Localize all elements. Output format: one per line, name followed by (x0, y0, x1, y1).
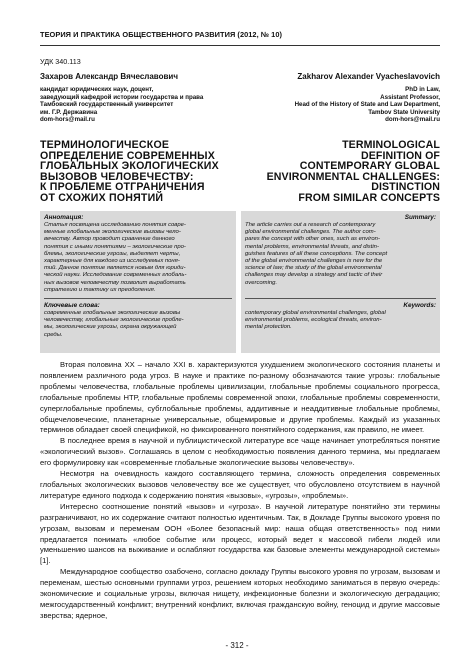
title-line: ВЫЗОВОВ ЧЕЛОВЕЧЕСТВУ: (40, 170, 194, 183)
box-divider (245, 298, 436, 299)
author-affiliation-ru (40, 86, 250, 124)
abstract-line: ческой науки. Исследование современных глобаль- (44, 272, 187, 279)
body-paragraph: В последнее время в научной и публицистической литературе все чаще начинает употребляться понятие «экологический вызов». Соглашаясь в целом с необходимостью появления данного термина, мы предлагаем его формулировку как «современные глобальные экологические вызовы человечеству». (40, 436, 440, 468)
title-line: К ПРОБЛЕМЕ ОТГРАНИЧЕНИЯ (40, 181, 205, 194)
title-line: ОПРЕДЕЛЕНИЕ СОВРЕМЕННЫХ (40, 149, 216, 162)
box-divider (44, 298, 232, 299)
keywords-label-en: Keywords: (403, 301, 436, 309)
keywords-line: мы, экологические угрозы, охрана окружающей (44, 324, 177, 331)
title-line: DEFINITION OF (361, 149, 440, 162)
keywords-line: человечеству, глобальные экологические пробле- (44, 317, 184, 324)
abstract-text-en (245, 222, 436, 287)
title-line: ТЕРМИНОЛОГИЧЕСКОЕ (40, 139, 170, 151)
title-line: ГЛОБАЛЬНЫХ ЭКОЛОГИЧЕСКИХ (40, 160, 219, 173)
header-divider (40, 45, 440, 46)
abstract-line: менные глобальные экологические вызовы чело- (44, 229, 181, 236)
abstract-line: Статья посвящена исследованию понятия совре- (44, 222, 186, 228)
abstract-line: ных вызовов человечеству позволит выработать (44, 279, 186, 286)
body-paragraph: Вторая половина XX – начало XXI в. характеризуются ухудшением экологического состояния планеты и появлением различного рода угроз. В науке и практике по-разному обозначаются такие угрозы: глобальные проблемы человечества, глобальные проблемы цивилизации, глобальные проблемы социального прогресса, глобальные проблемы НТР, глобальные проблемы современной эпохи, глобальные проблемы современности, суперглобальные проблемы, субглобальные проблемы, аддитивные и неаддитивные глобальные проблемы, общечеловеческие, планетарные универсальные, общемировые и другие проблемы. Каждый из указанных терминов обладает своей спецификой, но фиксированного понятийного содержания, как правило, не имеет. (40, 360, 440, 435)
abstract-line: challenges may develop a strategy and tactic of their (245, 272, 383, 279)
body-paragraph: Интересно соотношение понятий «вызов» и «угроза». В научной литературе понятийно эти термины разграничивают, но их содержание считают полностью идентичным. Так, в Докладе Группы высокого уровня по угрозам, вызовам и переменам ООН «Более безопасный мир: наша общая ответственность» под ними предлагается понимать «любое событие или процесс, который ведет к массовой гибели людей или уменьшению шансов на выживание и ослабляют государства как базовые элементы международной системы» [1]. (40, 501, 440, 566)
title-line: ОТ СХОЖИХ ПОНЯТИЙ (40, 191, 164, 204)
title-line: FROM SIMILAR CONCEPTS (298, 191, 440, 204)
abstract-box-ru (40, 211, 236, 353)
abstract-line: тий. Данное понятие является новым для юриди- (44, 265, 186, 272)
affiliation-line: Tambov State University (368, 108, 440, 116)
abstract-label-ru: Аннотация: (44, 214, 84, 221)
body-paragraph: Несмотря на очевидность каждого составляющего термина, сложность определения современных глобальных экологических вызовов человечеству все же существует, что обусловлено отсутствием в научной литературе единого подхода к содержанию понятия «вызовы», «угрозы», «проблемы». (40, 469, 440, 500)
keywords-text-en (245, 310, 436, 332)
keywords-line: среды. (44, 331, 63, 338)
affiliation-line: Head of the History of State and Law Department, (294, 101, 440, 109)
abstract-line: mental problems, environmental threats, and distin- (245, 243, 379, 250)
abstract-line: guishes features of all these conceptions. The concept (245, 250, 388, 257)
keywords-line: современные глобальные экологические вызовы (44, 310, 181, 317)
affiliation-line: им. Г.Р. Державина (40, 108, 98, 116)
article-body (40, 360, 440, 622)
affiliation-line: PhD in Law, (405, 86, 440, 93)
abstract-line: The article carries out a research of contemporary (245, 222, 376, 228)
abstract-line: понятия с иными понятиями – экологические про- (44, 243, 186, 250)
abstract-line: вечеству. Автор проводит сравнение данного (44, 236, 175, 243)
abstract-label-en: Summary: (404, 214, 436, 221)
abstract-line: характерные для каждого из исследуемых поня- (44, 258, 180, 265)
article-title-en (240, 140, 440, 204)
author-affiliation-en (240, 86, 440, 124)
affiliation-line: Тамбовский государственный университет (40, 101, 174, 109)
abstract-line: global environmental challenges. The author com- (245, 229, 376, 236)
affiliation-line: Assistant Professor, (380, 93, 440, 101)
article-title-ru (40, 140, 240, 204)
journal-header: ТЕОРИЯ И ПРАКТИКА ОБЩЕСТВЕННОГО РАЗВИТИЯ (2012, № 10) (40, 30, 283, 39)
udk-code: УДК 340.113 (40, 57, 81, 66)
title-line: ENVIRONMENTAL CHALLENGES: (266, 170, 440, 183)
abstract-line: блемы, экологические угрозы, выделяет черты, (44, 250, 181, 257)
author-name-en: Zakharov Alexander Vyacheslavovich (297, 72, 440, 81)
abstract-text-ru (44, 222, 232, 294)
keywords-line: mental protection. (245, 324, 292, 331)
affiliation-line: заведующий кафедрой истории государства и права (40, 93, 204, 101)
title-line: TERMINOLOGICAL (342, 139, 440, 151)
abstract-line: стратегию и тактику их преодоления. (44, 286, 156, 293)
abstract-box-en (241, 211, 440, 353)
page-number: - 312 - (225, 641, 249, 650)
body-paragraph: Международное сообщество озабочено, согласно докладу Группы высокого уровня по угрозам, вызовам и переменам, шестью основными группами угроз, решением которых необходимо заниматься в первую очередь: экономические и социальные угрозы, включая нищету, инфекционные болезни и экологическую деградацию; межгосударственный конфликт; внутренний конфликт, включая гражданскую войну, геноцид и другие массовые зверства; ядерное, (40, 567, 440, 620)
keywords-line: environmental problems, ecological threats, environ- (245, 317, 382, 324)
author-email-ru[interactable]: dom-hors@mail.ru (40, 116, 95, 124)
author-email-en[interactable]: dom-hors@mail.ru (385, 116, 440, 124)
keywords-label-ru: Ключевые слова: (44, 302, 100, 310)
affiliation-line: кандидат юридических наук, доцент, (40, 86, 154, 93)
abstract-line: overcoming. (245, 279, 278, 286)
abstract-line: science of law; the study of the global environmental (245, 265, 382, 272)
title-line: CONTEMPORARY GLOBAL (299, 160, 440, 173)
keywords-text-ru (44, 310, 232, 339)
abstract-line: pares the concept with other ones, such as environ- (245, 236, 380, 243)
title-line: DISTINCTION (371, 181, 440, 194)
author-name-ru: Захаров Александр Вячеславович (40, 72, 178, 81)
keywords-line: contemporary global environmental challenges, global (245, 309, 386, 316)
abstract-line: of the global environmental challenges is new for the (245, 258, 383, 265)
